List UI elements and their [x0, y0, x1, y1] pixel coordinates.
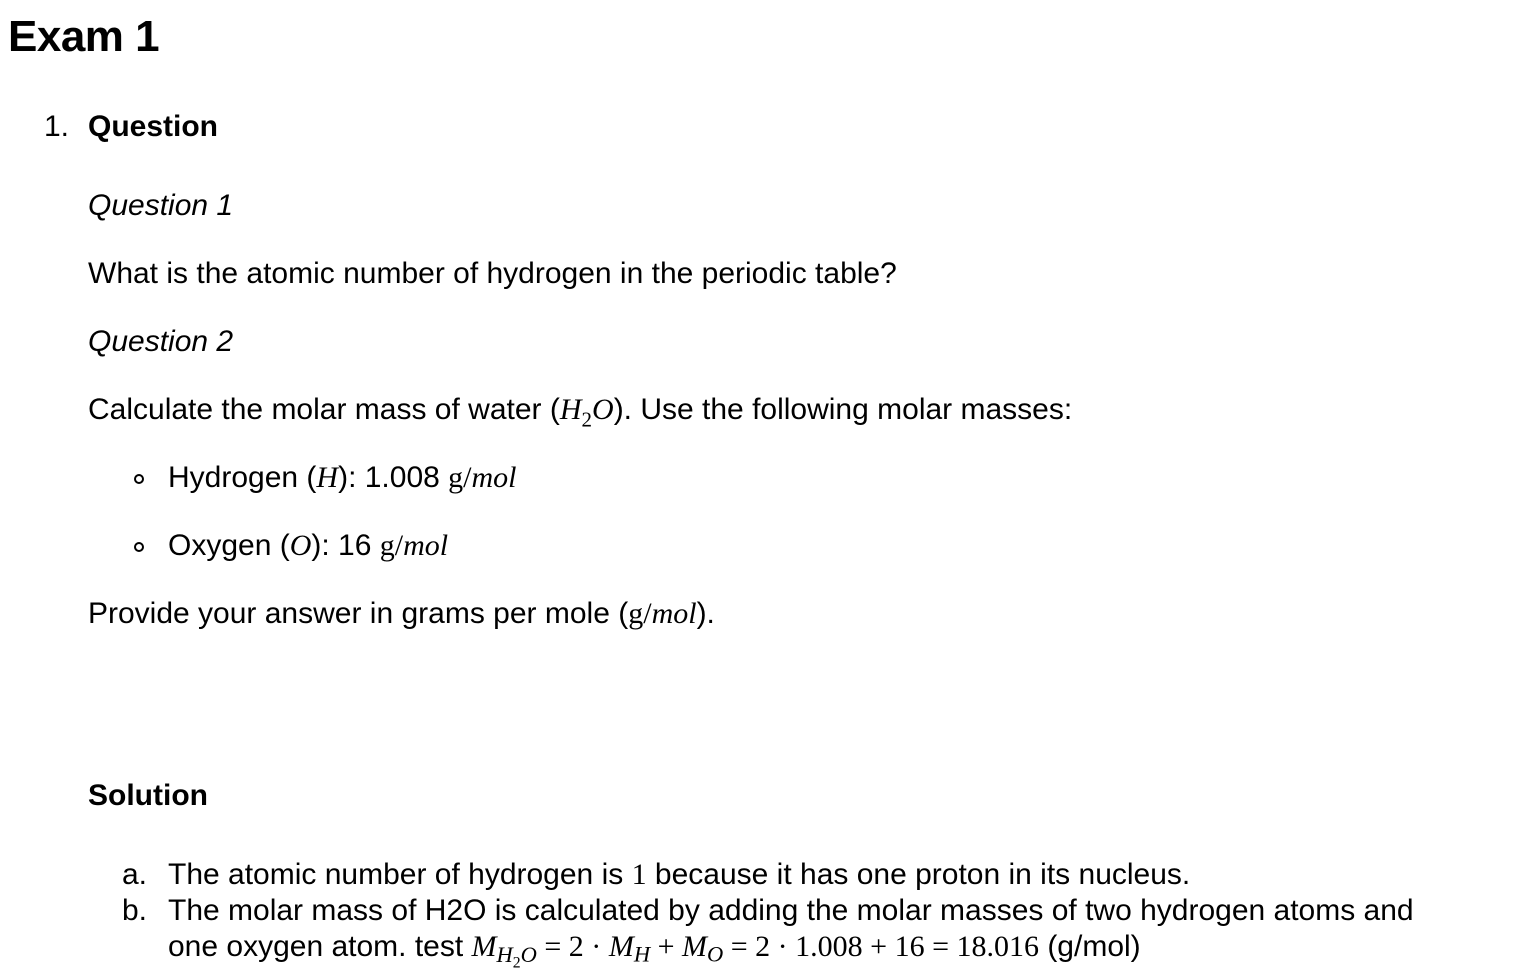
solution-heading: Solution — [88, 779, 208, 812]
solution-b-marker: b. — [122, 894, 148, 927]
question-1-label: Question 1 — [88, 189, 234, 222]
solution-a-text: The atomic number of hydrogen is 1 because it has one proton in its nucleus. — [168, 858, 1191, 891]
question-2-label: Question 2 — [88, 325, 234, 358]
answer-instructions: Provide your answer in grams per mole (g/mol). — [88, 597, 715, 630]
question-1-text: What is the atomic number of hydrogen in the periodic table? — [88, 257, 897, 290]
list-item-hydrogen: Hydrogen (H): 1.008 g/mol — [168, 461, 517, 494]
solution-b-text-line-1: The molar mass of H2O is calculated by adding the molar masses of two hydrogen atoms and — [168, 894, 1414, 927]
bullet-icon — [134, 474, 144, 484]
solution-b-text-line-2: one oxygen atom. test $M_{H_2O} = 2 \cdot M_H + M_O = 2 \cdot 1.008 + 16 = 18.016$ (g/mol) — [168, 930, 1141, 972]
list-item-oxygen: Oxygen (O): 16 g/mol — [168, 529, 449, 562]
page-title: Exam 1 — [8, 12, 160, 61]
solution-a-marker: a. — [122, 858, 148, 891]
bullet-icon — [134, 542, 144, 552]
molar-mass-equation: $M_{H_2O} = 2 \cdot M_H + M_O = 2 \cdot 1.008 + 16 = 18.016$ — [471, 930, 1039, 972]
question-heading: Question — [88, 110, 219, 143]
water-formula: $H_2O$ — [559, 393, 614, 432]
question-2-text: Calculate the molar mass of water $(H_2O)$. Use the following molar masses: — [88, 393, 1073, 432]
question-number: 1. — [44, 110, 70, 143]
